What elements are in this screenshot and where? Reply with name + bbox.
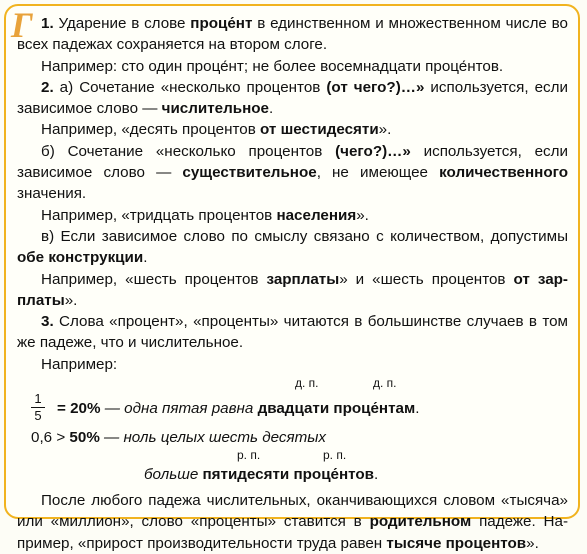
- example-2-text: Например, «десять процентов: [41, 121, 261, 139]
- rule-4-keyword: родительном: [369, 513, 472, 531]
- rule-4-bold: тысяче процентов: [386, 534, 527, 552]
- formula-2-italic-2: больше: [144, 466, 203, 484]
- example-4-text-a: Например, «шесть процентов: [41, 270, 267, 288]
- formula-2-bold: пятидесяти проце́нтов: [202, 466, 375, 484]
- example-2-end: ».: [378, 121, 392, 139]
- rule-2c-keyword: обе конструкции: [17, 249, 144, 267]
- formula-2-start: 0,6 >: [31, 429, 70, 447]
- formula-2-end: .: [374, 466, 379, 484]
- formula-2: [17, 427, 568, 449]
- formula-1-text: [57, 398, 419, 419]
- rule-3-text: Слова «процент», «проценты» читаются в большинстве случаев в том же падеже, что и числительное.: [17, 313, 568, 352]
- fraction-denominator: 5: [34, 408, 42, 424]
- formula-2-percent: 50%: [69, 429, 100, 447]
- formula-1-equation: = 20%: [57, 400, 101, 418]
- rule-2b-keyword-2: количественного: [439, 164, 568, 182]
- example-4-end: ».: [64, 291, 78, 309]
- rule-2a-end: .: [269, 100, 274, 118]
- case-label: д. п.: [373, 376, 397, 391]
- example-4-bold-a: зарплаты: [266, 270, 340, 288]
- rule-2a-text-a: а) Сочетание «несколько процентов: [53, 78, 327, 96]
- example-2: [17, 119, 568, 140]
- formula-2-text: [31, 427, 326, 448]
- rule-2b-end: значения.: [17, 185, 87, 203]
- formula-1-case-labels: [17, 375, 568, 391]
- rule-4-text-b: падеже. На-пример, «прирост производительности труда равен: [17, 513, 569, 552]
- formula-1: [17, 391, 568, 427]
- rule-3-number: 3.: [41, 313, 54, 331]
- formula-2-case-labels: [17, 449, 568, 464]
- fraction: [31, 391, 45, 424]
- example-5-label: Например:: [41, 355, 118, 373]
- rule-4: [17, 490, 568, 554]
- rule-2b-text-c: , не имеющее: [316, 164, 440, 182]
- example-3-end: ».: [356, 206, 369, 224]
- rule-4-text-a: После любого падежа числительных, оканчивающихся словом «тысяча» или «миллион», слово «проценты» ставится в: [17, 492, 568, 531]
- example-3-text: Например, «тридцать процентов: [41, 206, 277, 224]
- rule-1-number: 1.: [41, 15, 54, 32]
- example-4-bold-b: от зар-платы: [17, 270, 568, 309]
- formula-1-italic: — одна пятая равна: [100, 400, 258, 418]
- rule-2a-keyword: числительное: [161, 100, 269, 118]
- example-4-text-b: » и «шесть процентов: [339, 270, 514, 288]
- formula-2-italic: — ноль целых шесть десятых: [99, 429, 327, 447]
- case-label: д. п.: [295, 376, 319, 391]
- example-3-bold: населения: [276, 206, 357, 224]
- example-2-bold: от шестидесяти: [260, 121, 379, 139]
- rule-2b-text-a: б) Сочетание «несколько процентов: [41, 142, 336, 160]
- formula-1-bold: двадцати проце́нтам: [257, 400, 416, 418]
- rule-1-keyword: проце́нт: [190, 15, 253, 32]
- rule-2b-text-b: используется, если зависимое слово —: [17, 142, 568, 182]
- rule-2a-question: (от чего?)…»: [326, 78, 425, 96]
- rule-2b: [17, 141, 568, 205]
- rule-1-text-b: в единственном и множественном числе во всех падежах сохраняется на втором слоге.: [17, 15, 569, 54]
- example-1: Например: сто один проце́нт; не более восемнадцати проце́нтов.: [41, 57, 504, 75]
- rule-2a-text-b: используется, если зависимое слово —: [17, 78, 568, 118]
- rule-1: [17, 13, 568, 56]
- rule-2c-end: .: [143, 249, 148, 267]
- example-4: [17, 269, 568, 312]
- rule-2c: [17, 226, 568, 269]
- rule-2a: [17, 77, 568, 120]
- rule-card: [4, 4, 580, 552]
- formula-2-text-continued: [144, 464, 378, 485]
- rule-2-number: 2.: [41, 78, 54, 96]
- example-3: [17, 205, 568, 226]
- formula-1-end: .: [415, 400, 420, 418]
- rule-1-text-a: Ударение в слове: [53, 15, 191, 32]
- rule-2c-text: в) Если зависимое слово по смыслу связано с количеством, допустимы: [41, 227, 568, 245]
- rule-2b-keyword: существительное: [182, 164, 317, 182]
- case-label: р. п.: [237, 448, 261, 463]
- rule-4-end: ».: [526, 534, 539, 552]
- dropcap-letter: Г: [11, 5, 33, 45]
- formula-2-continued: [17, 464, 568, 490]
- case-label: р. п.: [323, 448, 347, 463]
- fraction-numerator: 1: [31, 391, 45, 408]
- rule-3: [17, 311, 568, 354]
- rule-content: [17, 13, 568, 554]
- rule-2b-question: (чего?)…»: [335, 142, 411, 160]
